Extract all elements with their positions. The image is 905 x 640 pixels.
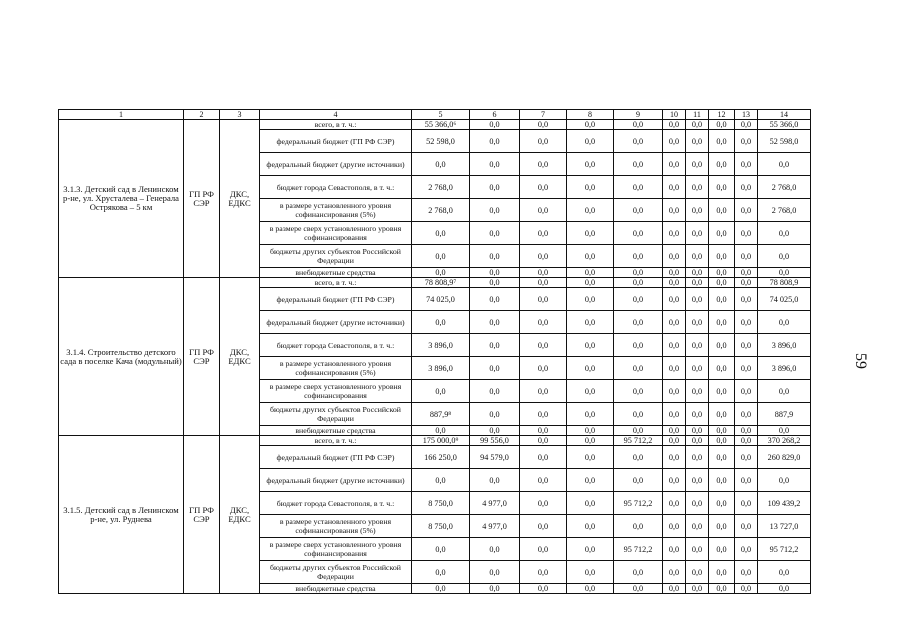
value-cell: 0,0 [567,268,614,278]
value-cell: 0,0 [735,334,758,357]
value-cell: 0,0 [735,176,758,199]
value-cell: 0,0 [686,403,709,426]
value-cell: 0,0 [520,176,567,199]
value-cell: 0,0 [735,584,758,594]
value-cell: 0,0 [686,130,709,153]
value-cell: 0,0 [412,222,470,245]
value-cell: 0,0 [709,584,735,594]
total-value-cell: 887,9 [758,403,811,426]
value-cell: 0,0 [567,492,614,515]
value-cell: 4 977,0 [470,492,520,515]
value-cell: 0,0 [520,584,567,594]
value-cell: 0,0 [614,176,663,199]
column-number: 10 [663,110,686,120]
value-cell: 0,0 [470,153,520,176]
value-cell: 0,0 [735,278,758,288]
value-cell: 0,0 [735,222,758,245]
value-cell: 0,0 [614,403,663,426]
value-cell: 0,0 [567,515,614,538]
value-cell: 0,0 [686,288,709,311]
value-cell: 0,0 [520,426,567,436]
value-cell: 0,0 [663,176,686,199]
value-cell: 0,0 [735,245,758,268]
value-cell: 0,0 [520,153,567,176]
value-cell: 0,0 [614,446,663,469]
value-cell: 0,0 [735,130,758,153]
column-number: 6 [470,110,520,120]
value-cell: 2 768,0 [412,176,470,199]
funding-source-label: федеральный бюджет (ГП РФ СЭР) [260,130,412,153]
total-value-cell: 13 727,0 [758,515,811,538]
value-cell: 0,0 [686,380,709,403]
value-cell: 0,0 [686,357,709,380]
column-number-row [59,110,811,120]
value-cell: 0,0 [470,357,520,380]
funding-source-label: в размере установленного уровня софинансирования (5%) [260,199,412,222]
value-cell: 0,0 [686,176,709,199]
value-cell: 0,0 [735,380,758,403]
value-cell: 0,0 [412,311,470,334]
value-cell: 0,0 [686,153,709,176]
value-cell: 0,0 [709,222,735,245]
total-value-cell: 0,0 [758,245,811,268]
value-cell: 0,0 [520,561,567,584]
funding-source-label: в размере установленного уровня софинансирования (5%) [260,515,412,538]
value-cell: 0,0 [735,446,758,469]
value-cell: 0,0 [567,130,614,153]
value-cell: 0,0 [663,492,686,515]
funding-source-label: федеральный бюджет (другие источники) [260,311,412,334]
program-name: ГП РФ СЭР [184,278,220,436]
value-cell: 0,0 [663,268,686,278]
value-cell: 0,0 [709,357,735,380]
total-value-cell: 0,0 [758,561,811,584]
value-cell: 0,0 [663,446,686,469]
value-cell: 0,0 [567,380,614,403]
value-cell: 0,0 [614,380,663,403]
value-cell: 0,0 [663,469,686,492]
value-cell: 94 579,0 [470,446,520,469]
value-cell: 0,0 [735,469,758,492]
value-cell: 0,0 [520,357,567,380]
value-cell: 0,0 [709,176,735,199]
value-cell: 0,0 [735,153,758,176]
value-cell: 0,0 [686,199,709,222]
value-cell: 0,0 [567,584,614,594]
value-cell: 74 025,0 [412,288,470,311]
value-cell: 0,0 [709,538,735,561]
value-cell: 0,0 [686,446,709,469]
column-number: 8 [567,110,614,120]
value-cell: 0,0 [567,278,614,288]
value-cell: 0,0 [663,426,686,436]
value-cell: 0,0 [520,311,567,334]
program-name: ГП РФ СЭР [184,436,220,594]
value-cell: 0,0 [709,469,735,492]
value-cell: 0,0 [614,278,663,288]
total-value-cell: 3 896,0 [758,334,811,357]
value-cell: 0,0 [567,311,614,334]
value-cell: 3 896,0 [412,357,470,380]
value-cell: 0,0 [567,153,614,176]
total-value-cell: 109 439,2 [758,492,811,515]
value-cell: 0,0 [709,278,735,288]
value-cell: 8 750,0 [412,492,470,515]
value-cell: 0,0 [614,334,663,357]
column-number: 11 [686,110,709,120]
value-cell: 0,0 [412,153,470,176]
value-cell: 0,0 [686,515,709,538]
total-value-cell: 2 768,0 [758,199,811,222]
value-cell: 0,0 [470,334,520,357]
table-row [59,120,811,130]
funding-source-label: бюджеты других субъектов Российской Федерации [260,403,412,426]
value-cell: 0,0 [520,469,567,492]
table-row [59,436,811,446]
value-cell: 0,0 [614,130,663,153]
value-cell: 0,0 [663,515,686,538]
value-cell: 0,0 [614,120,663,130]
value-cell: 95 712,2 [614,492,663,515]
value-cell: 0,0 [686,245,709,268]
value-cell: 0,0 [709,120,735,130]
funding-source-label: федеральный бюджет (ГП РФ СЭР) [260,288,412,311]
value-cell: 0,0 [663,278,686,288]
value-cell: 0,0 [567,446,614,469]
value-cell: 0,0 [709,153,735,176]
value-cell: 0,0 [709,436,735,446]
value-cell: 0,0 [663,561,686,584]
value-cell: 0,0 [567,426,614,436]
value-cell: 78 808,9⁷ [412,278,470,288]
value-cell: 0,0 [709,380,735,403]
value-cell: 0,0 [567,245,614,268]
value-cell: 0,0 [735,426,758,436]
total-value-cell: 0,0 [758,222,811,245]
value-cell: 0,0 [412,561,470,584]
value-cell: 0,0 [470,311,520,334]
value-cell: 0,0 [470,245,520,268]
value-cell: 95 712,2 [614,436,663,446]
table-row [59,278,811,288]
object-name: 3.1.5. Детский сад в Ленинском р-не, ул. Руднева [59,436,184,594]
value-cell: 0,0 [470,403,520,426]
value-cell: 0,0 [735,311,758,334]
object-name: 3.1.3. Детский сад в Ленинском р-не, ул. Хрусталева – Генерала Острякова – 5 км [59,120,184,278]
value-cell: 0,0 [520,515,567,538]
value-cell: 0,0 [614,288,663,311]
value-cell: 0,0 [520,288,567,311]
total-value-cell: 78 808,9 [758,278,811,288]
value-cell: 0,0 [735,538,758,561]
total-value-cell: 260 829,0 [758,446,811,469]
value-cell: 8 750,0 [412,515,470,538]
value-cell: 3 896,0 [412,334,470,357]
value-cell: 0,0 [567,120,614,130]
value-cell: 0,0 [663,222,686,245]
funding-source-label: внебюджетные средства [260,426,412,436]
total-value-cell: 0,0 [758,311,811,334]
value-cell: 0,0 [709,130,735,153]
value-cell: 0,0 [663,538,686,561]
value-cell: 0,0 [567,199,614,222]
value-cell: 0,0 [614,561,663,584]
value-cell: 0,0 [663,245,686,268]
value-cell: 0,0 [614,268,663,278]
value-cell: 0,0 [520,334,567,357]
value-cell: 0,0 [709,561,735,584]
value-cell: 0,0 [567,436,614,446]
value-cell: 0,0 [709,288,735,311]
value-cell: 0,0 [663,436,686,446]
value-cell: 0,0 [663,403,686,426]
value-cell: 0,0 [412,380,470,403]
value-cell: 0,0 [470,584,520,594]
total-value-cell: 370 268,2 [758,436,811,446]
value-cell: 52 598,0 [412,130,470,153]
value-cell: 0,0 [520,278,567,288]
value-cell: 0,0 [709,446,735,469]
value-cell: 0,0 [412,538,470,561]
value-cell: 0,0 [520,199,567,222]
total-value-cell: 0,0 [758,469,811,492]
total-value-cell: 95 712,2 [758,538,811,561]
value-cell: 0,0 [520,222,567,245]
value-cell: 0,0 [663,288,686,311]
value-cell: 0,0 [520,436,567,446]
total-value-cell: 3 896,0 [758,357,811,380]
funding-source-label: в размере сверх установленного уровня софинансирования [260,222,412,245]
funding-source-label: бюджеты других субъектов Российской Федерации [260,561,412,584]
value-cell: 0,0 [686,538,709,561]
column-number: 1 [59,110,184,120]
responsible-executor: ДКС, ЕДКС [220,120,260,278]
value-cell: 2 768,0 [412,199,470,222]
column-number: 9 [614,110,663,120]
value-cell: 0,0 [686,436,709,446]
total-value-cell: 0,0 [758,584,811,594]
responsible-executor: ДКС, ЕДКС [220,436,260,594]
value-cell: 0,0 [520,492,567,515]
value-cell: 0,0 [709,403,735,426]
value-cell: 0,0 [567,288,614,311]
page-number: 59 [852,353,869,369]
value-cell: 0,0 [470,222,520,245]
value-cell: 0,0 [520,130,567,153]
value-cell: 0,0 [735,561,758,584]
value-cell: 0,0 [663,380,686,403]
value-cell: 0,0 [520,268,567,278]
total-value-cell: 0,0 [758,426,811,436]
value-cell: 0,0 [686,561,709,584]
value-cell: 0,0 [614,515,663,538]
value-cell: 0,0 [663,334,686,357]
value-cell: 0,0 [735,288,758,311]
funding-source-label: всего, в т. ч.: [260,120,412,130]
value-cell: 0,0 [614,357,663,380]
responsible-executor: ДКС, ЕДКС [220,278,260,436]
value-cell: 166 250,0 [412,446,470,469]
value-cell: 4 977,0 [470,515,520,538]
value-cell: 0,0 [567,334,614,357]
value-cell: 0,0 [686,222,709,245]
value-cell: 0,0 [412,584,470,594]
value-cell: 0,0 [412,469,470,492]
column-number: 12 [709,110,735,120]
value-cell: 0,0 [686,469,709,492]
funding-source-label: федеральный бюджет (другие источники) [260,469,412,492]
total-value-cell: 52 598,0 [758,130,811,153]
value-cell: 0,0 [520,245,567,268]
total-value-cell: 0,0 [758,380,811,403]
value-cell: 0,0 [470,130,520,153]
total-value-cell: 0,0 [758,153,811,176]
funding-source-label: федеральный бюджет (ГП РФ СЭР) [260,446,412,469]
value-cell: 0,0 [614,584,663,594]
value-cell: 0,0 [709,199,735,222]
value-cell: 0,0 [520,403,567,426]
funding-source-label: внебюджетные средства [260,584,412,594]
value-cell: 0,0 [735,403,758,426]
value-cell: 0,0 [470,278,520,288]
value-cell: 0,0 [567,538,614,561]
column-number: 4 [260,110,412,120]
value-cell: 0,0 [735,515,758,538]
value-cell: 0,0 [470,426,520,436]
value-cell: 55 366,0⁶ [412,120,470,130]
value-cell: 0,0 [735,199,758,222]
value-cell: 0,0 [567,176,614,199]
funding-source-label: бюджет города Севастополя, в т. ч.: [260,176,412,199]
value-cell: 0,0 [614,153,663,176]
object-name: 3.1.4. Строительство детского сада в поселке Кача (модульный) [59,278,184,436]
value-cell: 0,0 [567,469,614,492]
value-cell: 0,0 [735,492,758,515]
funding-source-label: бюджеты других субъектов Российской Федерации [260,245,412,268]
column-number: 3 [220,110,260,120]
value-cell: 0,0 [614,426,663,436]
value-cell: 0,0 [470,561,520,584]
value-cell: 0,0 [686,311,709,334]
value-cell: 0,0 [614,311,663,334]
value-cell: 0,0 [567,403,614,426]
total-value-cell: 55 366,0 [758,120,811,130]
funding-source-label: всего, в т. ч.: [260,278,412,288]
value-cell: 0,0 [470,268,520,278]
program-name: ГП РФ СЭР [184,120,220,278]
value-cell: 0,0 [663,357,686,380]
funding-source-label: в размере сверх установленного уровня софинансирования [260,380,412,403]
value-cell: 0,0 [470,120,520,130]
value-cell: 0,0 [567,561,614,584]
value-cell: 0,0 [614,222,663,245]
funding-source-label: в размере сверх установленного уровня софинансирования [260,538,412,561]
value-cell: 0,0 [709,492,735,515]
value-cell: 0,0 [614,469,663,492]
value-cell: 0,0 [709,311,735,334]
value-cell: 887,9⁸ [412,403,470,426]
value-cell: 0,0 [520,120,567,130]
funding-source-label: федеральный бюджет (другие источники) [260,153,412,176]
value-cell: 0,0 [567,222,614,245]
value-cell: 0,0 [686,492,709,515]
value-cell: 0,0 [470,288,520,311]
value-cell: 0,0 [470,469,520,492]
value-cell: 99 556,0 [470,436,520,446]
value-cell: 0,0 [709,334,735,357]
funding-source-label: всего, в т. ч.: [260,436,412,446]
value-cell: 0,0 [470,199,520,222]
value-cell: 0,0 [520,380,567,403]
value-cell: 95 712,2 [614,538,663,561]
column-number: 5 [412,110,470,120]
column-number: 7 [520,110,567,120]
value-cell: 0,0 [686,268,709,278]
funding-source-label: в размере установленного уровня софинансирования (5%) [260,357,412,380]
value-cell: 0,0 [686,120,709,130]
value-cell: 0,0 [663,311,686,334]
column-number: 13 [735,110,758,120]
value-cell: 0,0 [663,199,686,222]
budget-table [58,109,811,594]
column-number: 2 [184,110,220,120]
total-value-cell: 74 025,0 [758,288,811,311]
total-value-cell: 2 768,0 [758,176,811,199]
value-cell: 0,0 [567,357,614,380]
value-cell: 0,0 [709,268,735,278]
total-value-cell: 0,0 [758,268,811,278]
value-cell: 0,0 [470,538,520,561]
value-cell: 0,0 [686,334,709,357]
value-cell: 0,0 [412,268,470,278]
funding-source-label: бюджет города Севастополя, в т. ч.: [260,492,412,515]
value-cell: 0,0 [686,278,709,288]
value-cell: 0,0 [412,245,470,268]
value-cell: 0,0 [470,176,520,199]
value-cell: 0,0 [735,436,758,446]
value-cell: 0,0 [520,538,567,561]
value-cell: 0,0 [470,380,520,403]
value-cell: 0,0 [735,268,758,278]
value-cell: 0,0 [614,245,663,268]
value-cell: 0,0 [412,426,470,436]
funding-source-label: бюджет города Севастополя, в т. ч.: [260,334,412,357]
value-cell: 0,0 [663,120,686,130]
value-cell: 0,0 [709,245,735,268]
value-cell: 0,0 [663,584,686,594]
value-cell: 175 000,0⁹ [412,436,470,446]
value-cell: 0,0 [663,153,686,176]
value-cell: 0,0 [735,120,758,130]
value-cell: 0,0 [614,199,663,222]
column-number: 14 [758,110,811,120]
value-cell: 0,0 [735,357,758,380]
value-cell: 0,0 [686,426,709,436]
value-cell: 0,0 [709,515,735,538]
funding-source-label: внебюджетные средства [260,268,412,278]
value-cell: 0,0 [686,584,709,594]
value-cell: 0,0 [663,130,686,153]
value-cell: 0,0 [709,426,735,436]
value-cell: 0,0 [520,446,567,469]
